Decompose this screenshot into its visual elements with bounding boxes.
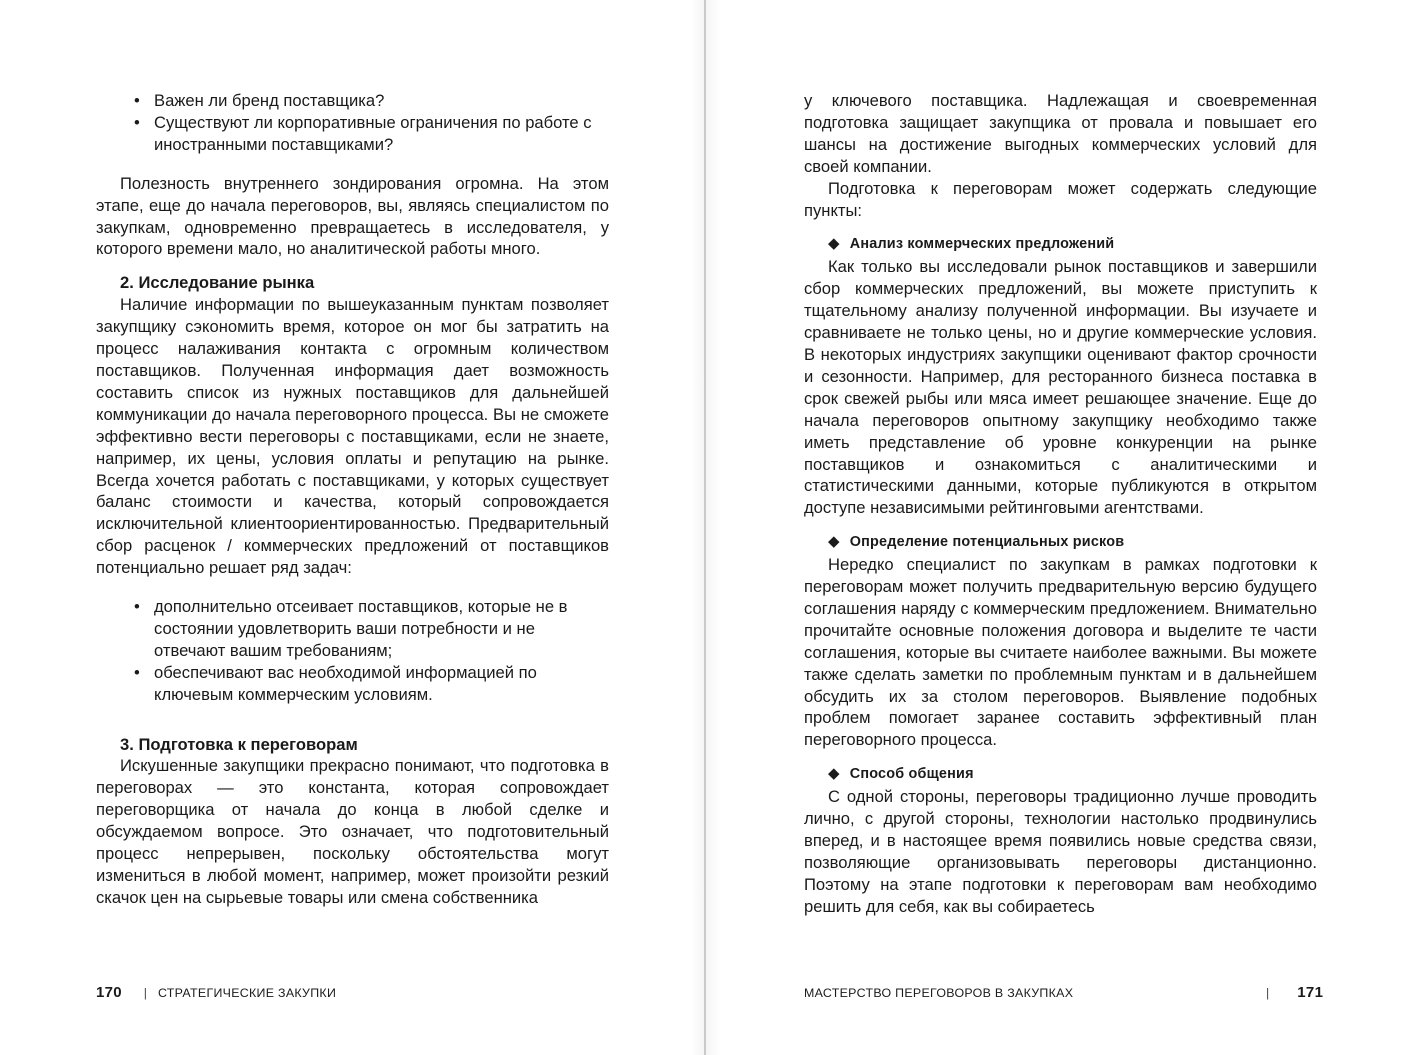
diamond-bullet-icon: ◆ [828, 533, 840, 551]
list-item: • Важен ли бренд поставщика? [134, 90, 609, 112]
footer-separator: | [1266, 986, 1270, 1000]
right-footer-title [804, 984, 1073, 1002]
list-item: • дополнительно отсеивает поставщиков, которые не в состоянии удовлетворить ваши потребности и не отвечают вашим требованиям; [134, 596, 609, 662]
bullet-list-questions [96, 90, 609, 156]
footer-separator: | [143, 986, 148, 1000]
section-heading-communication: ◆ Способ общения [804, 763, 1317, 786]
bullet-list-tasks [96, 596, 609, 706]
paragraph-continued: у ключевого поставщика. Надлежащая и своевременная подготовка защищает закупщика от провала и повышает его шансы на достижение выгодных коммерческих условий для своей компании. [804, 91, 1317, 176]
heading-market-research: 2. Исследование рынка [120, 273, 315, 293]
paragraph-communication: С одной стороны, переговоры традиционно лучше проводить лично, с другой стороны, технологии настолько продвинулись вперед, и в настоящее время появились новые средства связи, позволяющие организовывать переговоры дистанционно. Поэтому на этапе подготовки к переговорам вам необходимо решить для себя, как вы собираетесь [804, 787, 1317, 916]
running-title: МАСТЕРСТВО ПЕРЕГОВОРОВ В ЗАКУПКАХ [804, 986, 1074, 1000]
paragraph-internal-probing: Полезность внутреннего зондирования огромна. На этом этапе, еще до начала переговоров, вы, являясь специалистом по закупкам, одновременно превращаетесь в исследователя, у которого времени мало, но аналитической работы много. [96, 173, 609, 259]
page-number: 170 [96, 984, 122, 1001]
heading-negotiation-prep: 3. Подготовка к переговорам [120, 734, 358, 754]
paragraph-risks: Нередко специалист по закупкам в рамках подготовки к переговорам может получить предварительную версию будущего соглашения наряду с коммерческим предложением. Внимательно прочитайте основные положения договора и выделите те части соглашения, которые вы считаете наиболее важными. Вы можете также сделать заметки по проблемным пунктам и в дальнейшем обсудить их за столом переговоров. Выявление подобных проблем помогает заранее составить эффективный план переговорного процесса. [804, 555, 1317, 750]
left-footer [96, 984, 336, 1002]
paragraph-market-research: Наличие информации по вышеуказанным пунктам позволяет закупщику сэкономить время, которое он мог бы затратить на процесс налаживания контакта с огромным количеством поставщиков. Полученная информация дает возможность составить список из нужных поставщиков для дальнейшей коммуникации до начала переговорного процесса. Вы не сможете эффективно вести переговоры с поставщиками, если не знаете, например, их цены, условия оплаты и репутацию на рынке. Всегда хочется работать с поставщиками, у которых существует баланс стоимости и качества, который сопровождается исключительной клиентоориентированностью. Предварительный сбор расценок / коммерческих предложений от поставщиков потенциально решает ряд задач: [96, 295, 609, 578]
right-page [706, 0, 1410, 1055]
list-item: • обеспечивают вас необходимой информацией по ключевым коммерческим условиям. [134, 662, 609, 706]
left-page-text [96, 90, 609, 909]
paragraph-negotiation-prep: Искушенные закупщики прекрасно понимают, что подготовка в переговорах — это константа, которая сопровождает переговорщика от начала до конца в любой сделке и обсуждаемом вопросе. Это означает, что подготовительный процесс непрерывен, поскольку обстоятельства могут измениться в любой момент, например, может произойти резкий скачок цен на сырьевые товары или смена собственника [96, 756, 609, 907]
diamond-bullet-icon: ◆ [828, 765, 840, 783]
section-heading-offers-analysis: ◆ Анализ коммерческих предложений [804, 233, 1317, 256]
list-item: • Существуют ли корпоративные ограничения по работе с иностранными поставщиками? [134, 112, 609, 156]
running-title: СТРАТЕГИЧЕСКИЕ ЗАКУПКИ [157, 986, 337, 1000]
paragraph-offers-analysis: Как только вы исследовали рынок поставщиков и завершили сбор коммерческих предложений, вы можете приступить к тщательному анализу полученной информации. Вы изучаете и сравниваете не только цены, но и другие коммерческие условия. В некоторых индустриях закупщики оценивают фактор срочности и сезонности. Например, для ресторанного бизнеса поставка в срок свежей рыбы или мяса имеет решающее значение. Еще до начала переговоров опытному закупщику необходимо также иметь представление об уровне конкуренции на рынке поставщиков и ознакомиться с аналитическими и статистическими данными, которые публикуются в открытом доступе независимыми рейтинговыми агентствами. [804, 257, 1317, 518]
section-heading-risks: ◆ Определение потенциальных рисков [804, 531, 1317, 554]
paragraph-prep-points: Подготовка к переговорам может содержать следующие пункты: [804, 178, 1317, 220]
right-page-text [804, 90, 1317, 918]
page-number: 171 [1297, 984, 1324, 1001]
right-footer-number [1266, 984, 1323, 1002]
diamond-bullet-icon: ◆ [828, 235, 840, 253]
